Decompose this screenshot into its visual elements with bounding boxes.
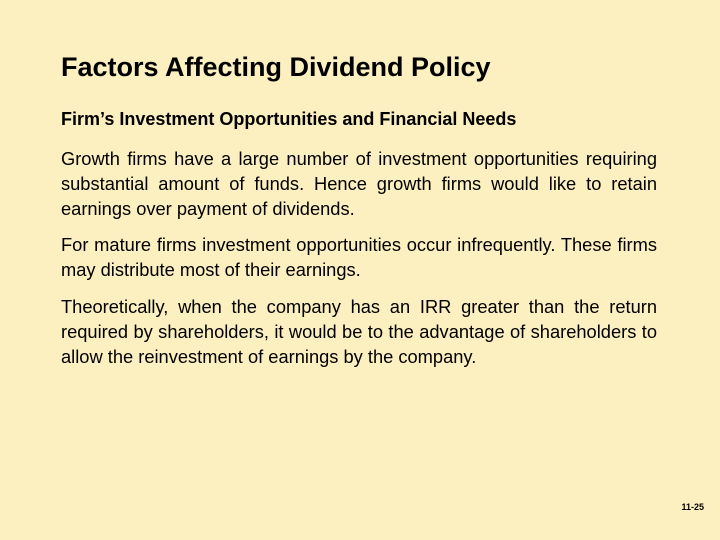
paragraph-mature-firms: For mature firms investment opportunities occur infrequently. These firms may distribute most of their earnings. (61, 234, 657, 280)
paragraph-irr-theory: Theoretically, when the company has an IRR greater than the return required by shareholders, it would be to the advantage of shareholders to allow the reinvestment of earnings by the company. (61, 296, 657, 367)
slide-title: Factors Affecting Dividend Policy (61, 52, 491, 82)
slide-subtitle: Firm’s Investment Opportunities and Financial Needs (61, 109, 517, 129)
paragraph-growth-firms: Growth firms have a large number of investment opportunities requiring substantial amount of funds. Hence growth firms would like to retain earnings over payment of dividends. (61, 148, 657, 219)
slide-number: 11-25 (681, 502, 704, 512)
